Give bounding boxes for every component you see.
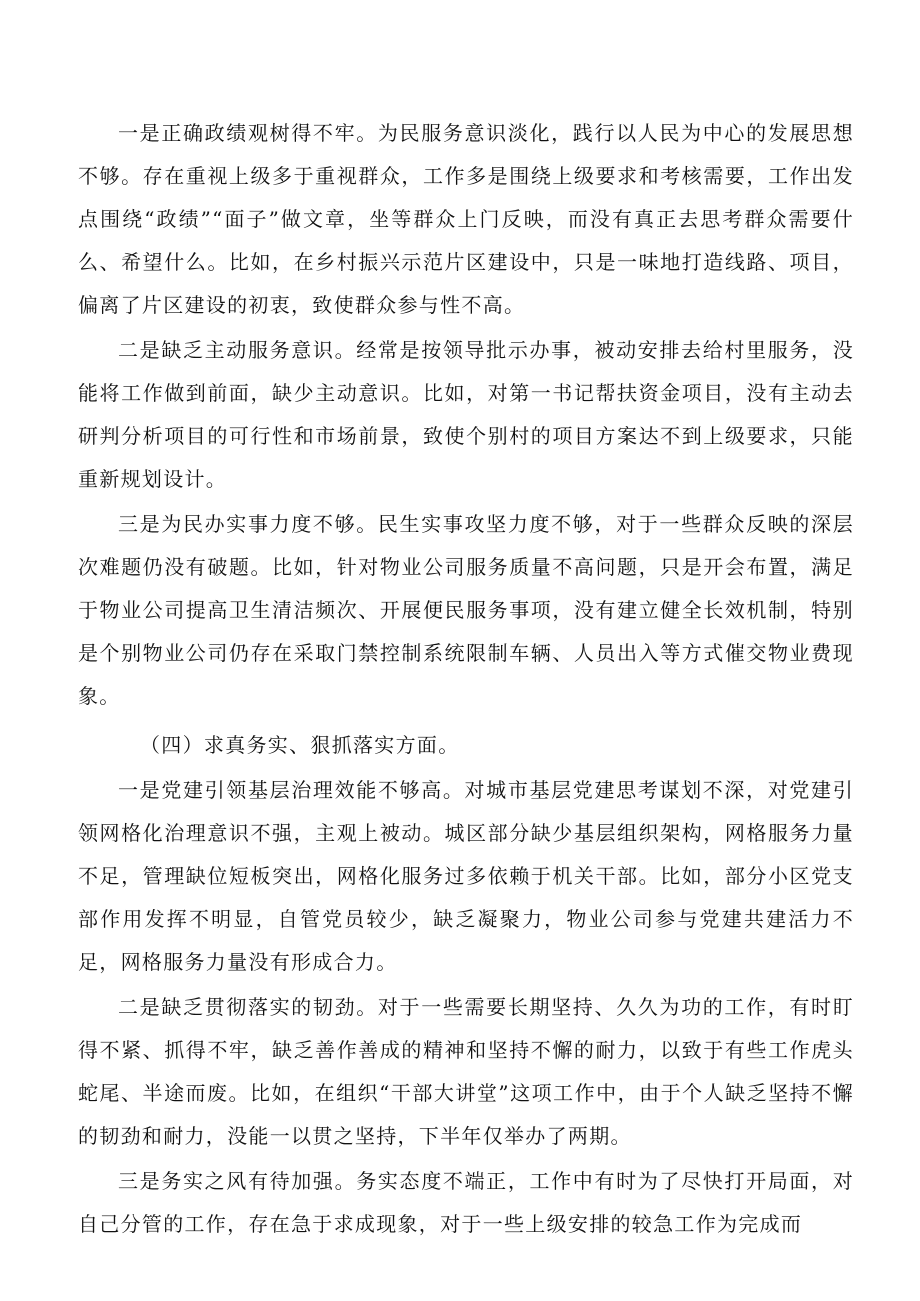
paragraph-pragmatic-style: 三是务实之风有待加强。务实态度不端正，工作中有时为了尽快打开局面，对自己分管的工作，存在急于求成现象，对于一些上级安排的较急工作为完成而 [78,1169,854,1236]
paragraph-active-service: 二是缺乏主动服务意识。经常是按领导批示办事，被动安排去给村里服务，没能将工作做到前面，缺少主动意识。比如，对第一书记帮扶资金项目，没有主动去研判分析项目的可行性和市场前景，致使个别村的项目方案达不到上级要求，只能重新规划设计。 [78,338,854,491]
section-heading: （四）求真务实、狠抓落实方面。 [140,733,460,757]
paragraph-political-achievement: 一是正确政绩观树得不牢。为民服务意识淡化，践行以人民为中心的发展思想不够。存在重视上级多于重视群众，工作多是围绕上级要求和考核需要，工作出发点围绕“政绩”“面子”做文章，坐等群众上门反映，而没有真正去思考群众需要什么、希望什么。比如，在乡村振兴示范片区建设中，只是一味地打造线路、项目，偏离了片区建设的初衷，致使群众参与性不高。 [78,121,854,317]
paragraph-practical-matters: 三是为民办实事力度不够。民生实事攻坚力度不够，对于一些群众反映的深层次难题仍没有破题。比如，针对物业公司服务质量不高问题，只是开会布置，满足于物业公司提高卫生清洁频次、开展便民服务事项，没有建立健全长效机制，特别是个别物业公司仍存在采取门禁控制系统限制车辆、人员出入等方式催交物业费现象。 [78,512,854,708]
paragraph-persistence: 二是缺乏贯彻落实的韧劲。对于一些需要长期坚持、久久为功的工作，有时盯得不紧、抓得不牢，缺乏善作善成的精神和坚持不懈的耐力，以致于有些工作虎头蛇尾、半途而废。比如，在组织“干部大讲堂”这项工作中，由于个人缺乏坚持不懈的韧劲和耐力，没能一以贯之坚持，下半年仅举办了两期。 [78,995,854,1148]
paragraph-party-building: 一是党建引领基层治理效能不够高。对城市基层党建思考谋划不深，对党建引领网格化治理意识不强，主观上被动。城区部分缺少基层组织架构，网格服务力量不足，管理缺位短板突出，网格化服务过多依赖于机关干部。比如，部分小区党支部作用发挥不明显，自管党员较少，缺乏凝聚力，物业公司参与党建共建活力不足，网格服务力量没有形成合力。 [78,778,854,974]
document-body [78,112,854,1246]
